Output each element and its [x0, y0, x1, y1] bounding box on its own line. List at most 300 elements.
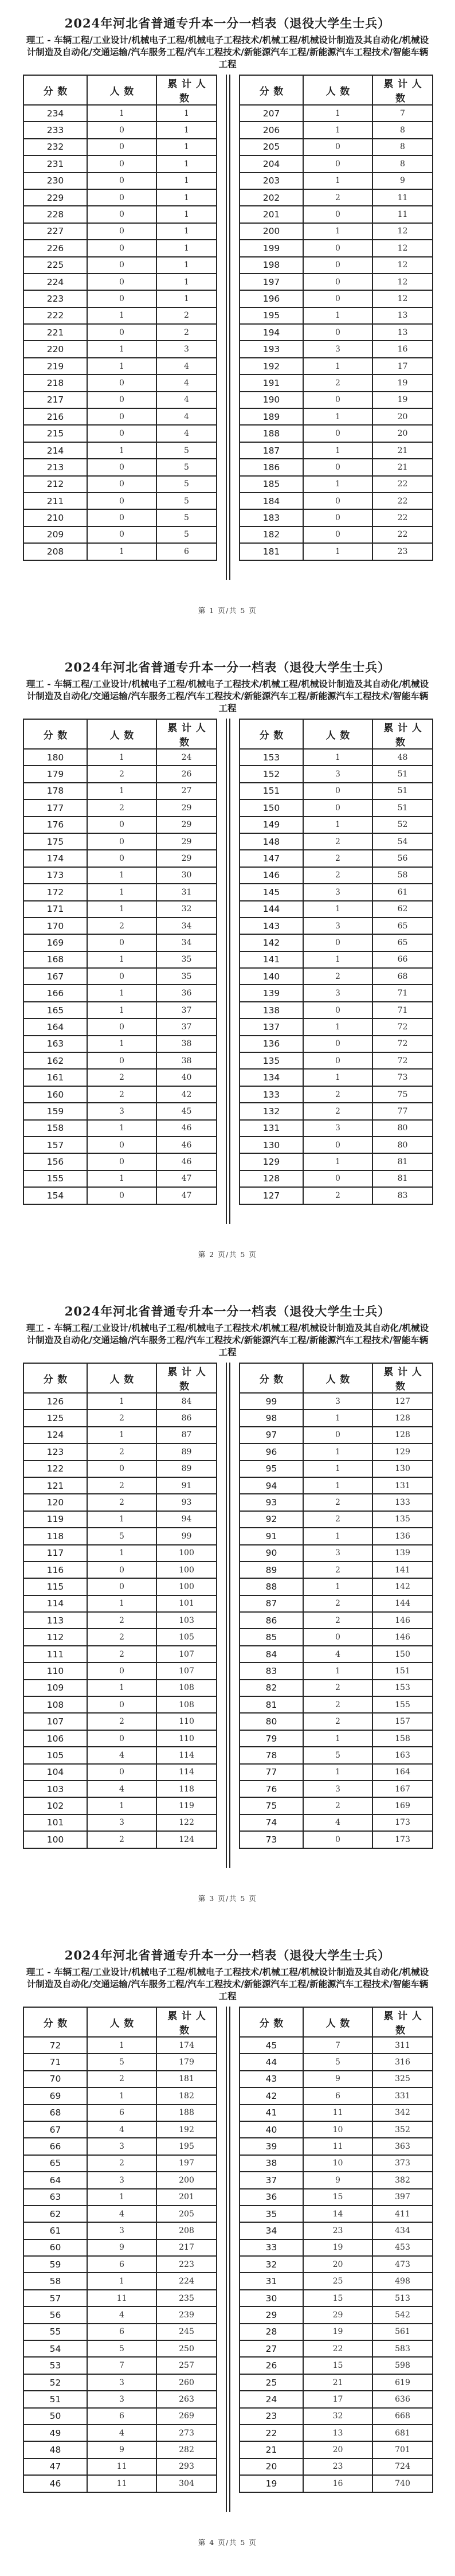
- table-row: [240, 985, 433, 1001]
- table-row: [23, 2374, 217, 2391]
- count-cell: 1: [303, 1069, 372, 1086]
- cumulative-cell: 561: [372, 2324, 433, 2340]
- table-row: [23, 2105, 217, 2121]
- score-cell: 59: [23, 2256, 87, 2273]
- score-cell: 44: [240, 2054, 303, 2070]
- score-table-right: [239, 75, 433, 561]
- table-row: [23, 2054, 217, 2070]
- cumulative-cell: 107: [156, 1646, 217, 1662]
- cumulative-cell: 71: [372, 1002, 433, 1018]
- score-cell: 32: [240, 2256, 303, 2273]
- score-cell: 71: [23, 2054, 87, 2070]
- score-cell: 219: [23, 358, 87, 374]
- table-row: [240, 392, 433, 408]
- count-cell: 1: [303, 749, 372, 766]
- score-cell: 188: [240, 425, 303, 442]
- count-cell: 1: [87, 1120, 156, 1137]
- cumulative-cell: 293: [156, 2458, 217, 2475]
- table-row: [23, 358, 217, 374]
- table-row: [23, 1545, 217, 1562]
- count-cell: 3: [87, 1103, 156, 1119]
- center-divider: [226, 719, 230, 1224]
- table-row: [23, 2239, 217, 2256]
- score-cell: 220: [23, 341, 87, 357]
- count-cell: 0: [303, 459, 372, 475]
- cumulative-cell: 86: [156, 1410, 217, 1426]
- center-divider: [226, 2007, 230, 2512]
- table-row: [23, 1137, 217, 1153]
- col-header-score: 分数: [23, 1363, 87, 1393]
- score-cell: 43: [240, 2071, 303, 2087]
- cumulative-cell: 1: [156, 189, 217, 206]
- count-cell: 0: [303, 392, 372, 408]
- count-cell: 1: [87, 1511, 156, 1528]
- score-cell: 51: [23, 2391, 87, 2407]
- score-cell: 205: [240, 139, 303, 155]
- count-cell: 0: [303, 425, 372, 442]
- cumulative-cell: 37: [156, 1018, 217, 1035]
- count-cell: 6: [87, 2256, 156, 2273]
- table-row: [240, 2475, 433, 2492]
- cumulative-cell: 16: [372, 341, 433, 357]
- table-row: [240, 1477, 433, 1494]
- count-cell: 3: [303, 1545, 372, 1562]
- table-row: [240, 173, 433, 189]
- score-cell: 121: [23, 1477, 87, 1494]
- cumulative-cell: 72: [372, 1036, 433, 1052]
- cumulative-cell: 36: [156, 985, 217, 1001]
- score-cell: 221: [23, 324, 87, 341]
- center-divider: [226, 75, 230, 580]
- score-cell: 120: [23, 1494, 87, 1511]
- table-row: [23, 1511, 217, 1528]
- count-cell: 7: [303, 2037, 372, 2054]
- table-row: [23, 392, 217, 408]
- table-row: [23, 2037, 217, 2054]
- count-cell: 2: [303, 1696, 372, 1713]
- table-row: [23, 1696, 217, 1713]
- score-cell: 192: [240, 358, 303, 374]
- score-cell: 234: [23, 105, 87, 122]
- table-row: [240, 1662, 433, 1679]
- table-row: [240, 2155, 433, 2172]
- score-cell: 134: [240, 1069, 303, 1086]
- score-cell: 206: [240, 122, 303, 138]
- col-header-count: 人数: [303, 75, 372, 105]
- table-row: [23, 2273, 217, 2289]
- score-cell: 123: [23, 1443, 87, 1460]
- score-cell: 54: [23, 2340, 87, 2357]
- table-row: [240, 1137, 433, 1153]
- table-row: [23, 2189, 217, 2206]
- table-row: [23, 1831, 217, 1848]
- col-header-count: 人数: [87, 1363, 156, 1393]
- table-row: [23, 1103, 217, 1119]
- table-row: [240, 968, 433, 985]
- score-cell: 106: [23, 1730, 87, 1747]
- score-cell: 90: [240, 1545, 303, 1562]
- cumulative-cell: 8: [372, 122, 433, 138]
- score-cell: 187: [240, 442, 303, 459]
- table-row: [240, 1646, 433, 1662]
- table-row: [23, 1629, 217, 1645]
- table-row: [23, 2121, 217, 2138]
- count-cell: 0: [87, 1764, 156, 1781]
- count-cell: 2: [87, 799, 156, 816]
- table-row: [240, 2408, 433, 2425]
- cumulative-cell: 200: [156, 2172, 217, 2188]
- cumulative-cell: 8: [372, 139, 433, 155]
- cumulative-cell: 48: [372, 749, 433, 766]
- count-cell: 6: [303, 2087, 372, 2104]
- score-cell: 101: [23, 1814, 87, 1831]
- score-cell: 213: [23, 459, 87, 475]
- score-cell: 174: [23, 850, 87, 867]
- cumulative-cell: 58: [372, 867, 433, 884]
- score-table-left: [23, 2007, 217, 2493]
- count-cell: 9: [303, 2172, 372, 2188]
- table-row: [23, 189, 217, 206]
- score-cell: 170: [23, 918, 87, 934]
- count-cell: 29: [303, 2306, 372, 2323]
- score-cell: 159: [23, 1103, 87, 1119]
- count-cell: 15: [303, 2357, 372, 2374]
- count-cell: 2: [303, 833, 372, 850]
- score-cell: 60: [23, 2239, 87, 2256]
- cumulative-cell: 434: [372, 2222, 433, 2239]
- table-header-row: [240, 75, 433, 105]
- cumulative-cell: 22: [372, 526, 433, 543]
- count-cell: 2: [303, 1086, 372, 1103]
- score-cell: 62: [23, 2206, 87, 2222]
- cumulative-cell: 71: [372, 985, 433, 1001]
- cumulative-cell: 61: [372, 884, 433, 900]
- table-row: [23, 1086, 217, 1103]
- score-cell: 20: [240, 2458, 303, 2475]
- score-cell: 185: [240, 476, 303, 493]
- table-row: [23, 1069, 217, 1086]
- score-cell: 211: [23, 493, 87, 509]
- cumulative-cell: 273: [156, 2425, 217, 2441]
- table-row: [240, 105, 433, 122]
- cumulative-cell: 29: [156, 833, 217, 850]
- count-cell: 13: [303, 2425, 372, 2441]
- count-cell: 0: [303, 1629, 372, 1645]
- score-cell: 80: [240, 1713, 303, 1730]
- cumulative-cell: 130: [372, 1461, 433, 1477]
- score-cell: 107: [23, 1713, 87, 1730]
- cumulative-cell: 144: [372, 1595, 433, 1612]
- score-cell: 171: [23, 901, 87, 918]
- cumulative-cell: 108: [156, 1696, 217, 1713]
- score-cell: 91: [240, 1528, 303, 1544]
- table-row: [240, 2054, 433, 2070]
- count-cell: 2: [87, 1629, 156, 1645]
- table-row: [23, 1646, 217, 1662]
- score-cell: 49: [23, 2425, 87, 2441]
- count-cell: 4: [87, 2206, 156, 2222]
- cumulative-cell: 47: [156, 1170, 217, 1187]
- cumulative-cell: 34: [156, 918, 217, 934]
- col-header-count: 人数: [303, 719, 372, 749]
- count-cell: 0: [303, 934, 372, 951]
- cumulative-cell: 2: [156, 324, 217, 341]
- count-cell: 3: [303, 341, 372, 357]
- count-cell: 1: [303, 1018, 372, 1035]
- count-cell: 25: [303, 2273, 372, 2289]
- count-cell: 4: [87, 2425, 156, 2441]
- cumulative-cell: 3: [156, 341, 217, 357]
- table-row: [240, 2374, 433, 2391]
- score-cell: 230: [23, 173, 87, 189]
- table-row: [23, 155, 217, 172]
- table-row: [23, 749, 217, 766]
- table-row: [240, 1511, 433, 1528]
- score-cell: 61: [23, 2222, 87, 2239]
- cumulative-cell: 169: [372, 1797, 433, 1814]
- count-cell: 0: [87, 324, 156, 341]
- count-cell: 3: [303, 1393, 372, 1410]
- cumulative-cell: 21: [372, 459, 433, 475]
- cumulative-cell: 22: [372, 476, 433, 493]
- count-cell: 1: [87, 2037, 156, 2054]
- table-row: [23, 290, 217, 307]
- count-cell: 2: [87, 2155, 156, 2172]
- table-row: [240, 257, 433, 274]
- score-cell: 167: [23, 968, 87, 985]
- score-cell: 149: [240, 817, 303, 833]
- count-cell: 0: [303, 526, 372, 543]
- cumulative-cell: 195: [156, 2138, 217, 2155]
- table-row: [240, 1696, 433, 1713]
- cumulative-cell: 83: [372, 1187, 433, 1204]
- count-cell: 10: [303, 2155, 372, 2172]
- cumulative-cell: 311: [372, 2037, 433, 2054]
- cumulative-cell: 47: [156, 1187, 217, 1204]
- score-cell: 128: [240, 1170, 303, 1187]
- score-cell: 142: [240, 934, 303, 951]
- score-cell: 87: [240, 1595, 303, 1612]
- count-cell: 15: [303, 2290, 372, 2306]
- table-row: [23, 307, 217, 324]
- score-cell: 151: [240, 783, 303, 799]
- count-cell: 3: [87, 2172, 156, 2188]
- score-cell: 141: [240, 951, 303, 968]
- score-cell: 115: [23, 1578, 87, 1595]
- score-cell: 88: [240, 1578, 303, 1595]
- score-table-right: [239, 719, 433, 1205]
- cumulative-cell: 19: [372, 392, 433, 408]
- table-row: [23, 1393, 217, 1410]
- score-cell: 212: [23, 476, 87, 493]
- table-row: [23, 867, 217, 884]
- score-cell: 154: [23, 1187, 87, 1204]
- table-row: [240, 1797, 433, 1814]
- page-3: [0, 1288, 455, 1932]
- count-cell: 0: [87, 1562, 156, 1578]
- table-row: [23, 1477, 217, 1494]
- count-cell: 2: [87, 1713, 156, 1730]
- cumulative-cell: 99: [156, 1528, 217, 1544]
- score-cell: 173: [23, 867, 87, 884]
- count-cell: 0: [87, 223, 156, 240]
- cumulative-cell: 80: [372, 1120, 433, 1137]
- score-cell: 98: [240, 1410, 303, 1426]
- table-row: [240, 2206, 433, 2222]
- count-cell: 0: [303, 257, 372, 274]
- center-divider: [226, 1363, 230, 1868]
- score-cell: 85: [240, 1629, 303, 1645]
- table-row: [23, 1410, 217, 1426]
- cumulative-cell: 19: [372, 374, 433, 391]
- score-cell: 104: [23, 1764, 87, 1781]
- cumulative-cell: 38: [156, 1052, 217, 1069]
- score-cell: 103: [23, 1781, 87, 1797]
- table-row: [240, 240, 433, 256]
- table-row: [23, 2087, 217, 2104]
- score-cell: 223: [23, 290, 87, 307]
- table-row: [240, 341, 433, 357]
- count-cell: 2: [303, 1797, 372, 1814]
- cumulative-cell: 45: [156, 1103, 217, 1119]
- count-cell: 4: [303, 1646, 372, 1662]
- score-cell: 228: [23, 206, 87, 223]
- score-cell: 129: [240, 1153, 303, 1170]
- count-cell: 1: [303, 1528, 372, 1544]
- score-cell: 208: [23, 543, 87, 560]
- count-cell: 3: [303, 985, 372, 1001]
- cumulative-cell: 235: [156, 2290, 217, 2306]
- count-cell: 1: [87, 985, 156, 1001]
- cumulative-cell: 325: [372, 2071, 433, 2087]
- count-cell: 1: [303, 901, 372, 918]
- score-cell: 19: [240, 2475, 303, 2492]
- score-cell: 52: [23, 2374, 87, 2391]
- table-row: [240, 833, 433, 850]
- table-row: [240, 749, 433, 766]
- table-row: [23, 985, 217, 1001]
- count-cell: 0: [87, 526, 156, 543]
- cumulative-cell: 239: [156, 2306, 217, 2323]
- cumulative-cell: 217: [156, 2239, 217, 2256]
- table-row: [23, 1443, 217, 1460]
- count-cell: 20: [303, 2441, 372, 2458]
- score-cell: 135: [240, 1052, 303, 1069]
- cumulative-cell: 668: [372, 2408, 433, 2425]
- score-table-left: [23, 719, 217, 1205]
- count-cell: 32: [303, 2408, 372, 2425]
- score-cell: 73: [240, 1831, 303, 1848]
- table-row: [240, 2071, 433, 2087]
- table-row: [240, 2037, 433, 2054]
- cumulative-cell: 136: [372, 1528, 433, 1544]
- cumulative-cell: 740: [372, 2475, 433, 2492]
- cumulative-cell: 245: [156, 2324, 217, 2340]
- table-row: [240, 850, 433, 867]
- count-cell: 2: [87, 1494, 156, 1511]
- cumulative-cell: 133: [372, 1494, 433, 1511]
- count-cell: 2: [303, 1494, 372, 1511]
- cumulative-cell: 127: [372, 1393, 433, 1410]
- count-cell: 2: [87, 1477, 156, 1494]
- score-cell: 195: [240, 307, 303, 324]
- cumulative-cell: 114: [156, 1747, 217, 1763]
- table-row: [23, 2071, 217, 2087]
- count-cell: 1: [303, 1662, 372, 1679]
- score-cell: 78: [240, 1747, 303, 1763]
- score-cell: 86: [240, 1612, 303, 1629]
- table-row: [240, 783, 433, 799]
- score-cell: 92: [240, 1511, 303, 1528]
- cumulative-cell: 4: [156, 392, 217, 408]
- cumulative-cell: 397: [372, 2189, 433, 2206]
- cumulative-cell: 20: [372, 425, 433, 442]
- cumulative-cell: 4: [156, 358, 217, 374]
- score-cell: 55: [23, 2324, 87, 2340]
- table-row: [23, 2408, 217, 2425]
- col-header-cumulative: 累计人数: [372, 75, 433, 105]
- cumulative-cell: 269: [156, 2408, 217, 2425]
- cumulative-cell: 146: [372, 1629, 433, 1645]
- score-table-right: [239, 1363, 433, 1849]
- score-cell: 231: [23, 155, 87, 172]
- page-4: [0, 1932, 455, 2576]
- cumulative-cell: 91: [156, 1477, 217, 1494]
- count-cell: 2: [87, 918, 156, 934]
- cumulative-cell: 151: [372, 1662, 433, 1679]
- score-cell: 143: [240, 918, 303, 934]
- table-row: [23, 2138, 217, 2155]
- count-cell: 0: [87, 290, 156, 307]
- count-cell: 1: [303, 1153, 372, 1170]
- score-cell: 164: [23, 1018, 87, 1035]
- cumulative-cell: 257: [156, 2357, 217, 2374]
- cumulative-cell: 453: [372, 2239, 433, 2256]
- table-row: [240, 493, 433, 509]
- table-row: [240, 476, 433, 493]
- cumulative-cell: 583: [372, 2340, 433, 2357]
- count-cell: 1: [87, 358, 156, 374]
- cumulative-cell: 72: [372, 1018, 433, 1035]
- tables-area: [23, 2007, 433, 2512]
- cumulative-cell: 164: [372, 1764, 433, 1781]
- cumulative-cell: 29: [156, 850, 217, 867]
- table-row: [240, 2256, 433, 2273]
- table-row: [23, 2475, 217, 2492]
- cumulative-cell: 146: [372, 1612, 433, 1629]
- cumulative-cell: 174: [156, 2037, 217, 2054]
- cumulative-cell: 81: [372, 1170, 433, 1187]
- table-row: [23, 1494, 217, 1511]
- table-row: [240, 189, 433, 206]
- cumulative-cell: 5: [156, 442, 217, 459]
- score-cell: 34: [240, 2222, 303, 2239]
- score-cell: 110: [23, 1662, 87, 1679]
- page-subtitle: 理工 - 车辆工程/工业设计/机械电子工程/机械电子工程技术/机械工程/机械设计制造及其自动化/机械设计制造及自动化/交通运输/汽车服务工程/汽车工程技术/新能源汽车工程/新能源汽车工程技术/智能车辆工程: [26, 678, 429, 713]
- count-cell: 2: [303, 850, 372, 867]
- col-header-cumulative: 累计人数: [156, 1363, 217, 1393]
- count-cell: 2: [303, 1511, 372, 1528]
- cumulative-cell: 46: [156, 1137, 217, 1153]
- score-cell: 35: [240, 2206, 303, 2222]
- score-cell: 218: [23, 374, 87, 391]
- score-cell: 181: [240, 543, 303, 560]
- score-cell: 57: [23, 2290, 87, 2306]
- count-cell: 6: [87, 2105, 156, 2121]
- count-cell: 3: [303, 918, 372, 934]
- count-cell: 5: [87, 2054, 156, 2070]
- table-row: [23, 1814, 217, 1831]
